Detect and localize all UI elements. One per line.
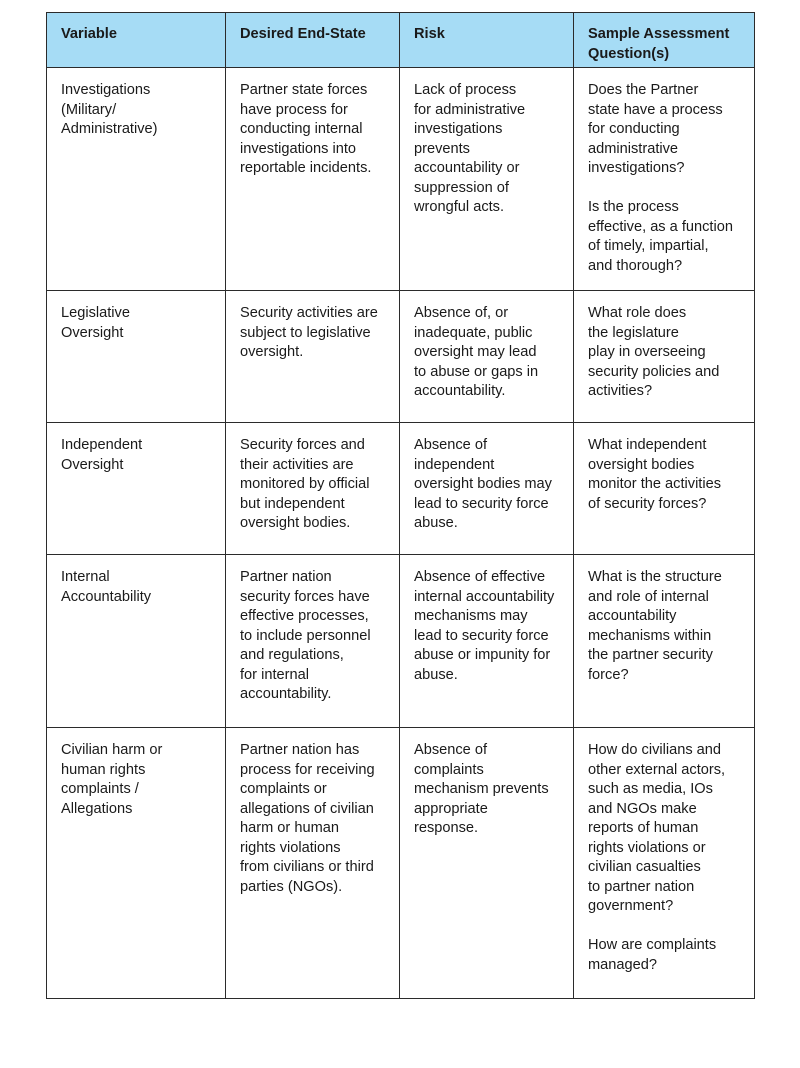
cell-text-line: abuse.: [414, 666, 458, 683]
cell-text-line: government?: [588, 898, 674, 914]
assessment-table: [46, 12, 755, 999]
cell-end-state: [226, 728, 400, 999]
cell-text-line: for internal: [240, 666, 309, 683]
header-risk: [400, 13, 574, 68]
cell-text-line: Lack of process: [414, 82, 517, 98]
cell-text-line: Legislative: [61, 305, 130, 321]
cell-text-line: oversight bodies.: [240, 515, 351, 531]
cell-text-line: Accountability: [61, 588, 152, 605]
cell-text-line: rights violations: [240, 839, 341, 856]
cell-text-line: suppression of: [414, 179, 509, 196]
cell-text-line: accountability: [588, 608, 677, 624]
cell-text-line: What independent: [588, 437, 707, 453]
table-row: [47, 423, 755, 555]
cell-text-line: Absence of, or: [414, 305, 509, 321]
cell-text-line: prevents: [414, 140, 470, 157]
cell-text-line: abuse.: [414, 515, 458, 531]
cell-text-line: to abuse or gaps in: [414, 363, 539, 380]
cell-text-line: and thorough?: [588, 257, 683, 274]
cell-text-line: Is the process: [588, 199, 679, 215]
cell-text-line: Investigations: [61, 82, 151, 98]
cell-text-line: force?: [588, 666, 629, 683]
cell-text-line: Question(s): [588, 45, 670, 62]
cell-text-line: effective, as a function: [588, 218, 733, 235]
cell-text-line: Independent: [61, 437, 143, 453]
cell-text-line: human rights: [61, 761, 146, 778]
cell-text-line: Absence of effective: [414, 569, 546, 585]
cell-text-line: reports of human: [588, 820, 699, 836]
paragraph-gap: [588, 179, 746, 199]
cell-text-line: complaints /: [61, 781, 139, 797]
cell-text-line: inadequate, public: [414, 324, 533, 341]
cell-text-line: Oversight: [61, 324, 124, 341]
table-row: [47, 68, 755, 291]
header-variable: [47, 13, 226, 68]
paragraph-gap: [588, 917, 746, 937]
cell-text-line: to include personnel: [240, 627, 371, 644]
cell-text-line: monitored by official: [240, 476, 370, 492]
cell-text-line: have process for: [240, 101, 348, 118]
cell-text-line: administrative: [588, 140, 679, 157]
cell-text-line: What is the structure: [588, 569, 722, 585]
cell-text-line: process for receiving: [240, 761, 375, 778]
cell-text-line: Civilian harm or: [61, 742, 163, 758]
cell-text-line: independent: [414, 456, 495, 473]
cell-text-line: response.: [414, 820, 479, 836]
cell-text-line: the legislature: [588, 324, 679, 341]
cell-text-line: investigations: [414, 121, 503, 137]
table-row: [47, 291, 755, 423]
cell-text-line: What role does: [588, 305, 687, 321]
cell-text-line: mechanisms within: [588, 627, 712, 644]
cell-variable: [47, 728, 226, 999]
cell-text-line: monitor the activities: [588, 476, 722, 492]
cell-risk: [400, 555, 574, 728]
cell-text-line: rights violations or: [588, 839, 706, 856]
cell-text-line: Allegations: [61, 800, 133, 817]
cell-text-line: lead to security force: [414, 627, 549, 644]
cell-text-line: play in overseeing: [588, 344, 706, 360]
cell-text-line: subject to legislative: [240, 324, 371, 341]
cell-text-line: of timely, impartial,: [588, 238, 709, 254]
cell-text-line: allegations of civilian: [240, 800, 374, 817]
cell-end-state: [226, 68, 400, 291]
cell-text-line: for conducting: [588, 121, 680, 137]
cell-text-line: oversight may lead: [414, 344, 537, 360]
cell-text-line: Variable: [61, 26, 117, 42]
cell-variable: [47, 423, 226, 555]
cell-text-line: Partner nation has: [240, 742, 360, 758]
cell-questions: [574, 68, 755, 291]
cell-text-line: of security forces?: [588, 495, 707, 512]
table-row: [47, 728, 755, 999]
cell-questions: [574, 291, 755, 423]
cell-text-line: state have a process: [588, 101, 723, 118]
cell-questions: [574, 423, 755, 555]
cell-text-line: managed?: [588, 956, 657, 973]
cell-questions: [574, 728, 755, 999]
cell-text-line: wrongful acts.: [414, 199, 505, 215]
cell-text-line: oversight bodies: [588, 456, 695, 473]
cell-text-line: Absence of: [414, 742, 488, 758]
cell-text-line: from civilians or third: [240, 859, 374, 875]
cell-text-line: oversight bodies may: [414, 476, 552, 492]
cell-text-line: internal accountability: [414, 588, 555, 605]
header-desired-end-state: [226, 13, 400, 68]
cell-text-line: mechanisms may: [414, 608, 528, 624]
cell-variable: [47, 555, 226, 728]
cell-questions: [574, 555, 755, 728]
cell-text-line: lead to security force: [414, 495, 549, 512]
cell-text-line: investigations into: [240, 140, 357, 157]
cell-text-line: Security activities are: [240, 305, 378, 321]
cell-end-state: [226, 291, 400, 423]
header-sample-questions: [574, 13, 755, 68]
cell-variable: [47, 291, 226, 423]
cell-text-line: Oversight: [61, 456, 124, 473]
cell-risk: [400, 291, 574, 423]
cell-text-line: accountability.: [240, 686, 332, 702]
cell-text-line: harm or human: [240, 820, 339, 836]
cell-text-line: oversight.: [240, 344, 304, 360]
cell-text-line: security forces have: [240, 588, 370, 605]
cell-text-line: and role of internal: [588, 588, 709, 605]
cell-text-line: accountability or: [414, 160, 520, 176]
cell-text-line: abuse or impunity for: [414, 647, 551, 663]
cell-risk: [400, 423, 574, 555]
cell-text-line: conducting internal: [240, 121, 363, 137]
cell-text-line: security policies and: [588, 363, 720, 380]
cell-text-line: other external actors,: [588, 761, 726, 778]
cell-text-line: appropriate: [414, 800, 488, 817]
table-row: [47, 555, 755, 728]
cell-text-line: How do civilians and: [588, 742, 722, 758]
cell-text-line: Security forces and: [240, 437, 365, 453]
cell-text-line: Internal: [61, 569, 110, 585]
cell-text-line: How are complaints: [588, 937, 717, 953]
cell-text-line: investigations?: [588, 160, 685, 176]
cell-risk: [400, 728, 574, 999]
cell-end-state: [226, 423, 400, 555]
cell-text-line: such as media, IOs: [588, 781, 713, 797]
cell-text-line: complaints: [414, 761, 484, 778]
cell-text-line: Partner state forces: [240, 82, 368, 98]
cell-end-state: [226, 555, 400, 728]
cell-text-line: and NGOs make: [588, 800, 697, 817]
cell-text-line: effective processes,: [240, 608, 369, 624]
cell-text-line: mechanism prevents: [414, 781, 549, 797]
cell-text-line: accountability.: [414, 383, 506, 399]
cell-variable: [47, 68, 226, 291]
cell-text-line: Desired End-State: [240, 26, 366, 42]
header-row: [47, 13, 755, 68]
cell-text-line: activities?: [588, 383, 653, 399]
cell-text-line: Sample Assessment: [588, 26, 730, 42]
cell-text-line: civilian casualties: [588, 859, 701, 875]
cell-risk: [400, 68, 574, 291]
cell-text-line: (Military/: [61, 101, 117, 118]
cell-text-line: reportable incidents.: [240, 160, 372, 176]
cell-text-line: but independent: [240, 495, 345, 512]
cell-text-line: Absence of: [414, 437, 488, 453]
cell-text-line: Administrative): [61, 121, 158, 137]
cell-text-line: Does the Partner: [588, 82, 699, 98]
cell-text-line: the partner security: [588, 647, 713, 663]
cell-text-line: to partner nation: [588, 878, 695, 895]
cell-text-line: parties (NGOs).: [240, 878, 343, 895]
cell-text-line: Risk: [414, 26, 445, 42]
cell-text-line: their activities are: [240, 456, 354, 473]
cell-text-line: for administrative: [414, 101, 526, 118]
cell-text-line: complaints or: [240, 781, 327, 797]
cell-text-line: Partner nation: [240, 569, 332, 585]
cell-text-line: and regulations,: [240, 647, 344, 663]
